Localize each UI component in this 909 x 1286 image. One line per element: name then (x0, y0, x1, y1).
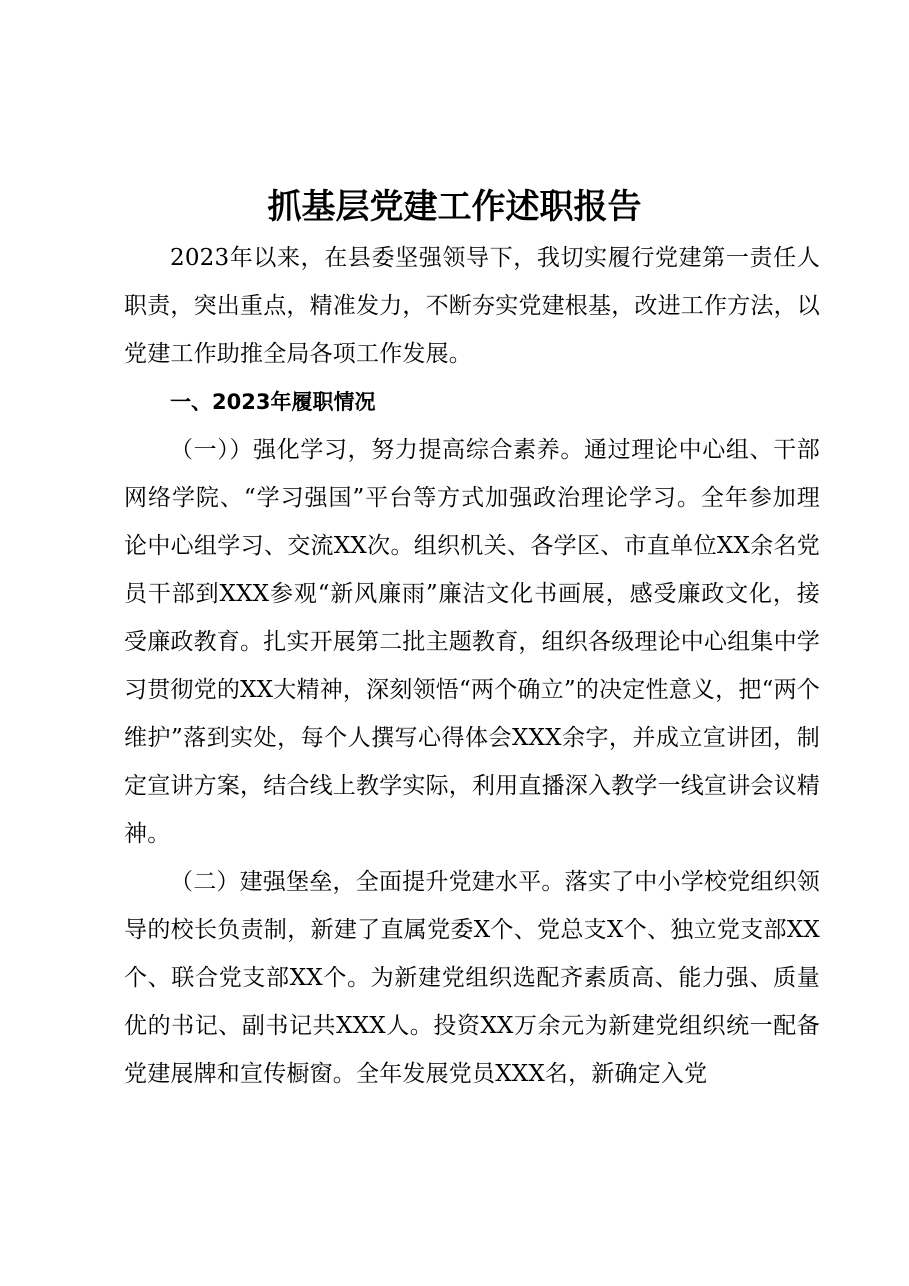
intro-paragraph: 2023年以来，在县委坚强领导下，我切实履行党建第一责任人职责，突出重点，精准发力，不断夯实党建根基，改进工作方法，以党建工作助推全局各项工作发展。 (124, 245, 820, 367)
section-heading-performance: 一、2023年履职情况 (170, 390, 376, 414)
paragraph-study: （一））强化学习，努力提高综合素养。通过理论中心组、干部网络学院、“学习强国”平台等方式加强政治理论学习。全年参加理论中心组学习、交流XX次。组织机关、各学区、市直单位XX余名党员干部到XXX参观“新风廉雨”廉洁文化书画展，感受廉政文化，接受廉政教育。扎实开展第二批主题教育，组织各级理论中心组集中学习贯彻党的XX大精神，深刻领悟“两个确立”的决定性意义，把“两个维护”落到实处，每个人撰写心得体会XXX余字，并成立宣讲团，制定宣讲方案，结合线上教学实际，利用直播深入教学一线宣讲会议精神。 (124, 437, 820, 847)
document-title: 抓基层党建工作述职报告 (267, 186, 642, 227)
paragraph-party-building: （二）建强堡垒，全面提升党建水平。落实了中小学校党组织领导的校长负责制，新建了直属党委X个、党总支X个、独立党支部XX个、联合党支部XX个。为新建党组织选配齐素质高、能力强、质量优的书记、副书记共XXX人。投资XX万余元为新建党组织统一配备党建展牌和宣传橱窗。全年发展党员XXX名，新确定入党 (124, 869, 820, 1087)
document-body (124, 234, 820, 1098)
